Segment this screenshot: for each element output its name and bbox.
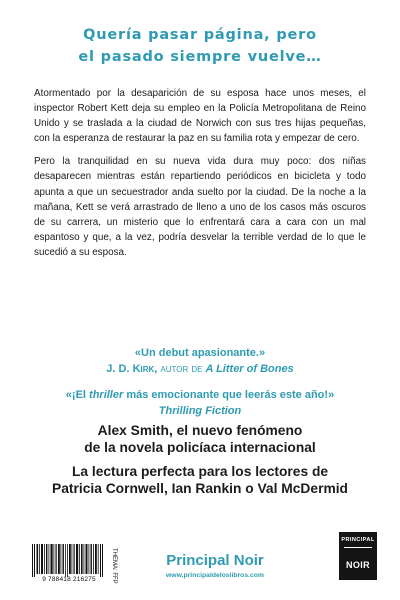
quote-1-author: J. D. Kirk,	[106, 363, 158, 375]
promo-line-4: Patricia Cornwell, Ian Rankin o Val McDermid	[52, 481, 348, 496]
quote-2-text	[20, 387, 380, 403]
isbn-number: 9 788418 216275	[42, 576, 96, 583]
barcode	[28, 542, 110, 586]
tagline-line-2: el pasado siempre vuelve…	[78, 49, 322, 65]
publisher	[130, 552, 300, 582]
synopsis-paragraph-1: Atormentado por la desaparición de su esposa hace unos meses, el inspector Robert Kett deja su empleo en la Policía Metropolitana de Reino Unido y se traslada a la ciudad de Norwich con sus tres hijas pequeñas, con la esperanza de restaurar la paz en su familia rota y empezar de cero.	[34, 88, 366, 145]
principal-noir-logo	[339, 532, 377, 580]
quote-2-attribution	[20, 403, 380, 419]
barcode-bars	[32, 544, 104, 577]
tagline-line-1: Quería pasar página, pero	[83, 27, 317, 43]
promo-group-2	[20, 463, 380, 497]
promo-text	[20, 422, 380, 504]
promo-line-2: de la novela policíaca internacional	[84, 440, 316, 455]
quote-1	[20, 345, 380, 377]
quote-1-text: «Un debut apasionante.»	[134, 347, 266, 359]
publisher-name: Principal Noir	[166, 552, 264, 569]
quote-2	[20, 387, 380, 419]
publisher-url[interactable]: www.principaldeloslibros.com	[166, 572, 264, 579]
quote-2-emph: thriller	[89, 389, 124, 401]
quote-2-source: Thrilling Fiction	[158, 405, 242, 417]
logo-divider	[344, 547, 372, 548]
review-quotes	[20, 345, 380, 429]
promo-line-1: Alex Smith, el nuevo fenómeno	[97, 423, 303, 438]
quote-2-before: «¡El	[65, 389, 90, 401]
synopsis-paragraph-2: Pero la tranquilidad en su nueva vida dura muy poco: dos niñas desaparecen mientras están repartiendo periódicos en bicicleta y todo apunta a que un secuestrador anda suelto por la ciudad. De la noche a la mañana, Kett se verá arrastrado de lleno a uno de los casos más oscuros de su carrera, un misterio que lo enfrentará cara a cara con un mal espantoso y que, a la vez, podría desvelar la terrible verdad de lo que le sucedió a su esposa.	[34, 156, 366, 258]
quote-1-attribution	[20, 361, 380, 377]
promo-line-3: La lectura perfecta para los lectores de	[71, 464, 329, 479]
thema-code	[110, 548, 118, 588]
thema-label: THEMA: FFP	[111, 548, 117, 584]
logo-top-text: PRINCIPAL	[341, 537, 375, 543]
quote-1-author-of: autor de	[157, 363, 206, 375]
tagline	[20, 24, 380, 68]
quote-1-book: A Litter of Bones	[205, 363, 294, 375]
logo-bottom-text: NOIR	[345, 560, 371, 570]
quote-2-after: más emocionante que leerás este año!»	[123, 389, 335, 401]
synopsis	[34, 86, 366, 268]
promo-group-1	[20, 422, 380, 456]
